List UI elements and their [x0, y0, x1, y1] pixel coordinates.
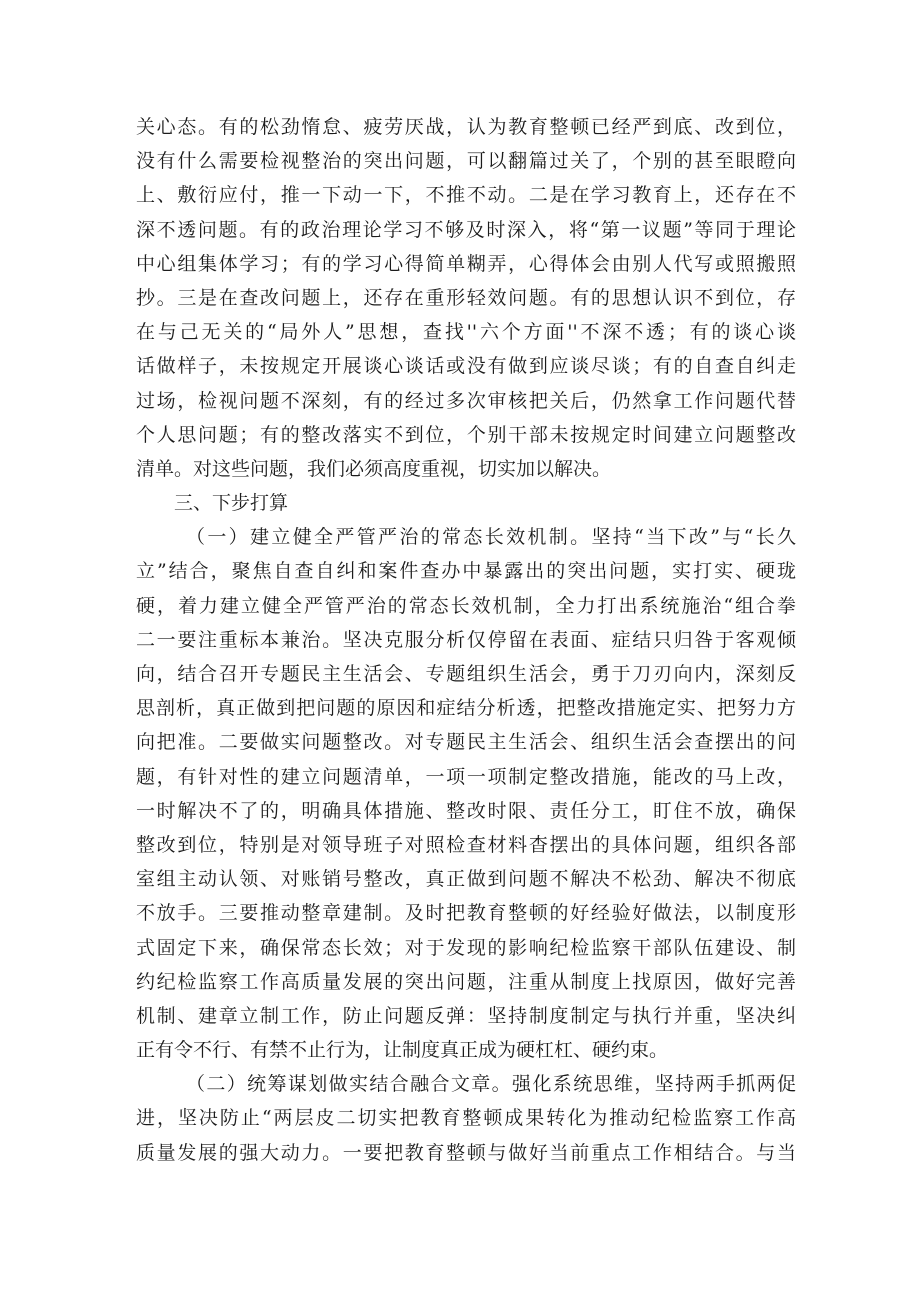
- text-line: 二一要注重标本兼治。坚决克服分析仅停留在表面、症结只归咎于客观倾: [136, 628, 796, 651]
- text-line: 向，结合召开专题民主生活会、专题组织生活会，勇于刀刃向内，深刻反: [136, 663, 796, 685]
- text-line: 深不透问题。有的政治理论学习不够及时深入，将“第一议题”等同于理论: [136, 218, 796, 241]
- text-line: 清单。对这些问题，我们必须高度重视，切实加以解决。: [136, 457, 612, 480]
- text-line: 式固定下来，确保常态长效；对于发现的影响纪检监察干部队伍建设、制: [136, 936, 796, 959]
- paragraph-first-line: （一）建立健全严管严治的常态长效机制。坚持“当下改”与“长久: [186, 526, 796, 549]
- text-line: 抄。三是在查改问题上，还存在重形轻效问题。有的思想认识不到位，存: [136, 286, 796, 309]
- text-line: 立”结合，聚焦自查自纠和案件查办中暴露出的突出问题，实打实、硬珑: [136, 560, 796, 583]
- text-line: 整改到位，特别是对领导班子对照检查材料杳摆出的具体问题，组织各部: [136, 833, 796, 856]
- text-line: 质量发展的强大动力。一要把教育整顿与做好当前重点工作相结合。与当: [136, 1141, 796, 1164]
- document-body: [136, 110, 796, 1170]
- text-line: 机制、建章立制工作，防止问题反弹：坚持制度制定与执行并重，坚决纠: [136, 1004, 796, 1027]
- text-line: 题，有针对性的建立问题清单，一项一项制定整改措施，能改的马上改，: [136, 765, 796, 788]
- text-line: 室组主动认领、对账销号整改，真正做到问题不解决不松劲、解决不彻底: [136, 868, 796, 891]
- text-line: 过场，检视问题不深刻，有的经过多次审核把关后，仍然拿工作问题代替: [136, 389, 796, 412]
- text-line: 进，坚决防止“两层皮二切实把教育整顿成果转化为推动纪检监察工作高: [136, 1107, 796, 1130]
- text-line: 约纪检监察工作高质量发展的突出问题，注重从制度上找原因，做好完善: [136, 970, 796, 993]
- text-line: 中心组集体学习；有的学习心得简单糊弄，心得体会由别人代写或照搬照: [136, 252, 796, 275]
- text-line: 正有令不行、有禁不止行为，让制度真正成为硬杠杠、硬约束。: [136, 1039, 669, 1062]
- text-line: 没有什么需要检视整治的突出问题，可以翻篇过关了，个别的甚至眼瞪向: [136, 150, 796, 173]
- text-line: 关心态。有的松劲惰怠、疲劳厌战，认为教育整顿已经严到底、改到位，: [136, 116, 796, 138]
- text-line: 个人思问题；有的整改落实不到位，个别干部未按规定时间建立问题整改: [136, 423, 796, 446]
- text-line: 向把准。二要做实问题整改。对专题民主生活会、组织生活会查摆出的问: [136, 731, 796, 754]
- text-line: 一时解决不了的，明确具体措施、整改时限、责任分工，盯住不放，确保: [136, 799, 796, 822]
- text-line: 在与己无关的“局外人”思想，查找''六个方面''不深不透；有的谈心谈: [136, 321, 796, 344]
- text-line: 硬，着力建立健全严管严治的常态长效机制，全力打出系统施治“组合拳: [136, 594, 796, 617]
- text-line: 上、敷衍应付，推一下动一下，不推不动。二是在学习教育上，还存在不: [136, 184, 796, 207]
- text-line: 不放手。三要推动整章建制。及时把教育整顿的好经验好做法，以制度形: [136, 902, 796, 925]
- text-line: 话做样子，未按规定开展谈心谈话或没有做到应谈尽谈；有的自查自纠走: [136, 355, 796, 378]
- paragraph-first-line: （二）统筹谋划做实结合融合文章。强化系统思维，坚持两手抓两促: [186, 1073, 796, 1096]
- text-line: 思剖析，真正做到把问题的原因和症结分析透，把整改措施定实、把努力方: [136, 697, 796, 720]
- section-heading: 三、下步打算: [174, 492, 289, 515]
